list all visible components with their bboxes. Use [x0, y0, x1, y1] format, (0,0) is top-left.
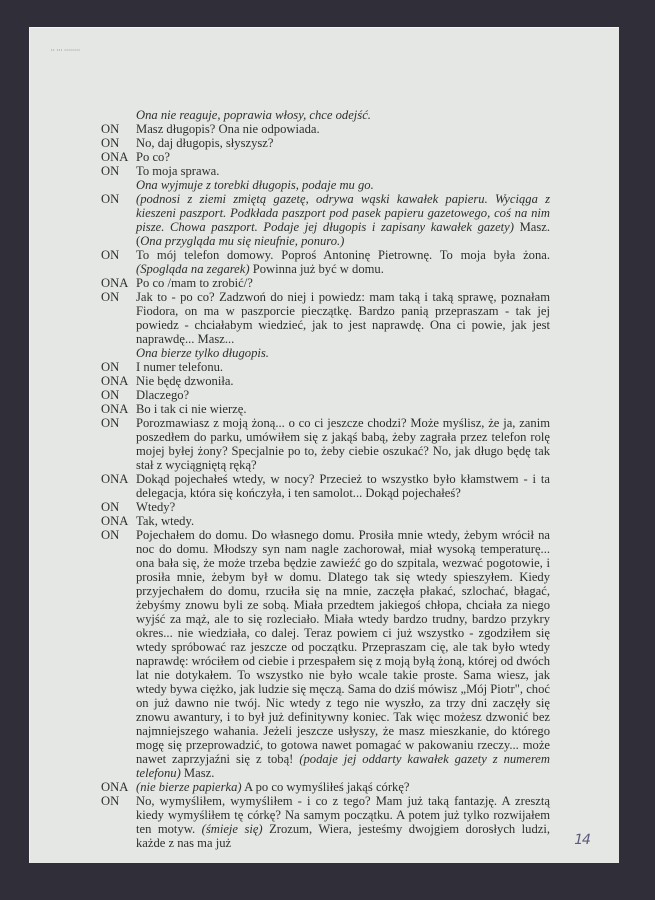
dialogue-line	[101, 122, 550, 136]
speaker-label	[101, 108, 136, 122]
speaker-label: ONA	[101, 402, 129, 416]
speaker-label: ONA	[101, 374, 129, 388]
line-text	[136, 402, 550, 416]
text-segment: Zrozum, Wiera, jesteśmy dwojgiem dorosłych ludzi, każde z nas ma już	[136, 822, 551, 850]
italic-segment: (podaje jej oddarty kawałek gazety z numerem telefonu)	[136, 752, 550, 780]
line-text	[136, 290, 550, 346]
dialogue-line	[101, 500, 550, 514]
line-text	[136, 136, 550, 150]
line-text	[136, 500, 550, 514]
speaker-label: ONA	[101, 276, 129, 290]
dialogue-line	[101, 416, 550, 472]
speaker-label: ON	[101, 528, 120, 542]
speaker-label: ONA	[101, 472, 129, 486]
italic-segment: (Spogląda na zegarek)	[136, 262, 250, 276]
line-text	[136, 514, 550, 528]
line-text	[136, 780, 550, 794]
text-segment: Po co /mam to zrobić/?	[136, 276, 253, 290]
italic-segment: Ona wyjmuje z torebki długopis, podaje mu go.	[136, 178, 374, 192]
stage-direction	[101, 108, 550, 122]
line-text	[136, 178, 550, 192]
handwritten-page-number: 14	[572, 832, 592, 848]
text-segment: Nie będę dzwoniła.	[136, 374, 234, 388]
italic-segment: (podnosi z ziemi zmiętą gazetę, odrywa wąski kawałek papieru. Wyciąga z kieszeni paszport. Podkłada paszport pod pasek papieru gazetowego, coś na nim pisze. Chowa paszport. Podaje jej długopis i zapisany kawałek gazety)	[136, 192, 550, 234]
line-text	[136, 192, 550, 248]
italic-segment: Ona bierze tylko długopis.	[136, 346, 269, 360]
text-segment: Wtedy?	[136, 500, 176, 514]
line-text	[136, 164, 550, 178]
dialogue-line	[101, 528, 550, 780]
dialogue-line	[101, 402, 550, 416]
dialogue-line	[101, 514, 550, 528]
dialogue-line	[101, 290, 550, 346]
speaker-label: ON	[101, 290, 120, 304]
dialogue-line	[101, 192, 550, 248]
line-text	[136, 248, 550, 276]
text-segment: Pojechałem do domu. Do własnego domu. Prosiła mnie wtedy, żebym wrócił na noc do domu. Młodszy syn nam nagle zachorował, miał wysoką temperaturę... ona bała się, że może trzeba będzie zawieźć go do szpitala, wezwać pogotowie, i prosiła mnie, żebym był w domu. Dlatego tak się wtedy spieszyłem. Kiedy przyjechałem do domu, rzuciła się na mnie, zaczęła płakać, szlochać, błagać, żebyśmy znowu byli ze sobą. Miała przedtem jakiegoś chłopa, chciała za niego wyjść za mąż, ale to się rozleciało. Miała wtedy bardzo trudny, bardzo przykry okres... nie wiedziała, co dalej. Teraz powiem ci już wszystko - zgodziłem się wtedy spróbować raz jeszcze od początku. Przepraszam cię, ale tak było wtedy naprawdę: wróciłem od ciebie i przespałem się z moją byłą żoną, której od dwóch lat nie dotykałem. To wszystko nie było wcale takie proste. Sama wiesz, jak wtedy bywa ciężko, jak ludzie się męczą. Sama do dziś mówisz „Mój Piotr", choć on już dawno nie twój. Nic wtedy z tego nie wyszło, za trzy dni zaczęły się znowu awantury, i to był już definitywny koniec. Tak więc możesz dzwonić bez najmniejszego wahania. Jeżeli jeszcze usłyszy, że masz mieszkanie, do którego mogę się przeprowadzić, to gotowa nawet pomagać w pakowaniu rzeczy... może nawet zaprzyjaźni się z tobą!	[136, 528, 550, 766]
dialogue-line	[101, 248, 550, 276]
stage-direction	[101, 178, 550, 192]
dialogue-line	[101, 164, 550, 178]
text-segment: Masz. (	[136, 220, 551, 248]
speaker-label: ONA	[101, 780, 129, 794]
text-segment: Dokąd pojechałeś wtedy, w nocy? Przecież to wszystko było kłamstwem - i ta delegacja, która się kończyła, i ten samolot... Dokąd pojechałeś?	[136, 472, 550, 500]
header-mark: •• ••• ••••••••	[51, 47, 81, 52]
speaker-label: ONA	[101, 150, 129, 164]
speaker-label: ON	[101, 388, 120, 402]
dialogue-line	[101, 360, 550, 374]
dialogue-line	[101, 472, 550, 500]
stage-direction	[101, 346, 550, 360]
dialogue-line	[101, 374, 550, 388]
speaker-label	[101, 346, 136, 360]
text-segment: No, daj długopis, słyszysz?	[136, 136, 274, 150]
text-segment: No, wymyśliłem, wymyśliłem - i co z tego? Mam już taką fantazję. A zresztą kiedy wymyśliłem tę córkę? Na samym początku. A potem już tylko rozwijałem ten motyw.	[136, 794, 550, 836]
speaker-label: ON	[101, 794, 120, 808]
speaker-label: ON	[101, 416, 120, 430]
text-segment: Masz długopis? Ona nie odpowiada.	[136, 122, 320, 136]
italic-segment: Ona nie reaguje, poprawia włosy, chce odejść.	[136, 108, 371, 122]
text-segment: Bo i tak ci nie wierzę.	[136, 402, 247, 416]
line-text	[136, 794, 550, 850]
dialogue-line	[101, 388, 550, 402]
text-segment: To moja sprawa.	[136, 164, 220, 178]
line-text	[136, 472, 550, 500]
dialogue-line	[101, 794, 550, 850]
text-segment: To mój telefon domowy. Poproś Antoninę Pietrownę. To moja była żona.	[136, 248, 550, 262]
dialogue-line	[101, 136, 550, 150]
document-page	[29, 27, 619, 863]
speaker-label: ON	[101, 122, 120, 136]
line-text	[136, 388, 550, 402]
text-segment: Po co?	[136, 150, 170, 164]
line-text	[136, 360, 550, 374]
text-segment: Jak to - po co? Zadzwoń do niej i powiedz: mam taką i taką sprawę, poznałam Fiodora, on ma w paszporcie pieczątkę. Bardzo panią przepraszam - tak jej powiedz - chciałabym wiedzieć, jak to jest naprawdę. Ona ci powie, jak jest naprawdę... Masz...	[136, 290, 550, 346]
line-text	[136, 150, 550, 164]
italic-segment: (śmieje się)	[201, 822, 263, 836]
line-text	[136, 122, 550, 136]
line-text	[136, 374, 550, 388]
line-text	[136, 528, 550, 780]
speaker-label: ON	[101, 360, 120, 374]
italic-segment: Ona przygląda mu się nieufnie, ponuro.)	[140, 234, 345, 248]
text-segment: I numer telefonu.	[136, 360, 224, 374]
text-segment: A po co wymyśliłeś jakąś córkę?	[241, 780, 410, 794]
text-segment: Masz.	[180, 766, 215, 780]
text-segment: Tak, wtedy.	[136, 514, 195, 528]
text-segment: Powinna już być w domu.	[249, 262, 384, 276]
speaker-label: ON	[101, 192, 120, 206]
script-text	[101, 108, 550, 850]
dialogue-line	[101, 150, 550, 164]
text-segment: Dlaczego?	[136, 388, 190, 402]
speaker-label	[101, 178, 136, 192]
line-text	[136, 346, 550, 360]
dialogue-line	[101, 780, 550, 794]
speaker-label: ON	[101, 500, 120, 514]
speaker-label: ON	[101, 136, 120, 150]
speaker-label: ON	[101, 248, 120, 262]
line-text	[136, 416, 550, 472]
line-text	[136, 108, 550, 122]
speaker-label: ON	[101, 164, 120, 178]
line-text	[136, 276, 550, 290]
speaker-label: ONA	[101, 514, 129, 528]
text-segment: Porozmawiasz z moją żoną... o co ci jeszcze chodzi? Może myślisz, że ja, zanim poszedłem do parku, umówiłem się z jakąś babą, żeby zagrała przez telefon rolę mojej byłej żony? Specjalnie po to, żeby ciebie oszukać? No, jak długo będę tak stał z wyciągniętą ręką?	[136, 416, 550, 472]
italic-segment: (nie bierze papierka)	[136, 780, 242, 794]
dialogue-line	[101, 276, 550, 290]
